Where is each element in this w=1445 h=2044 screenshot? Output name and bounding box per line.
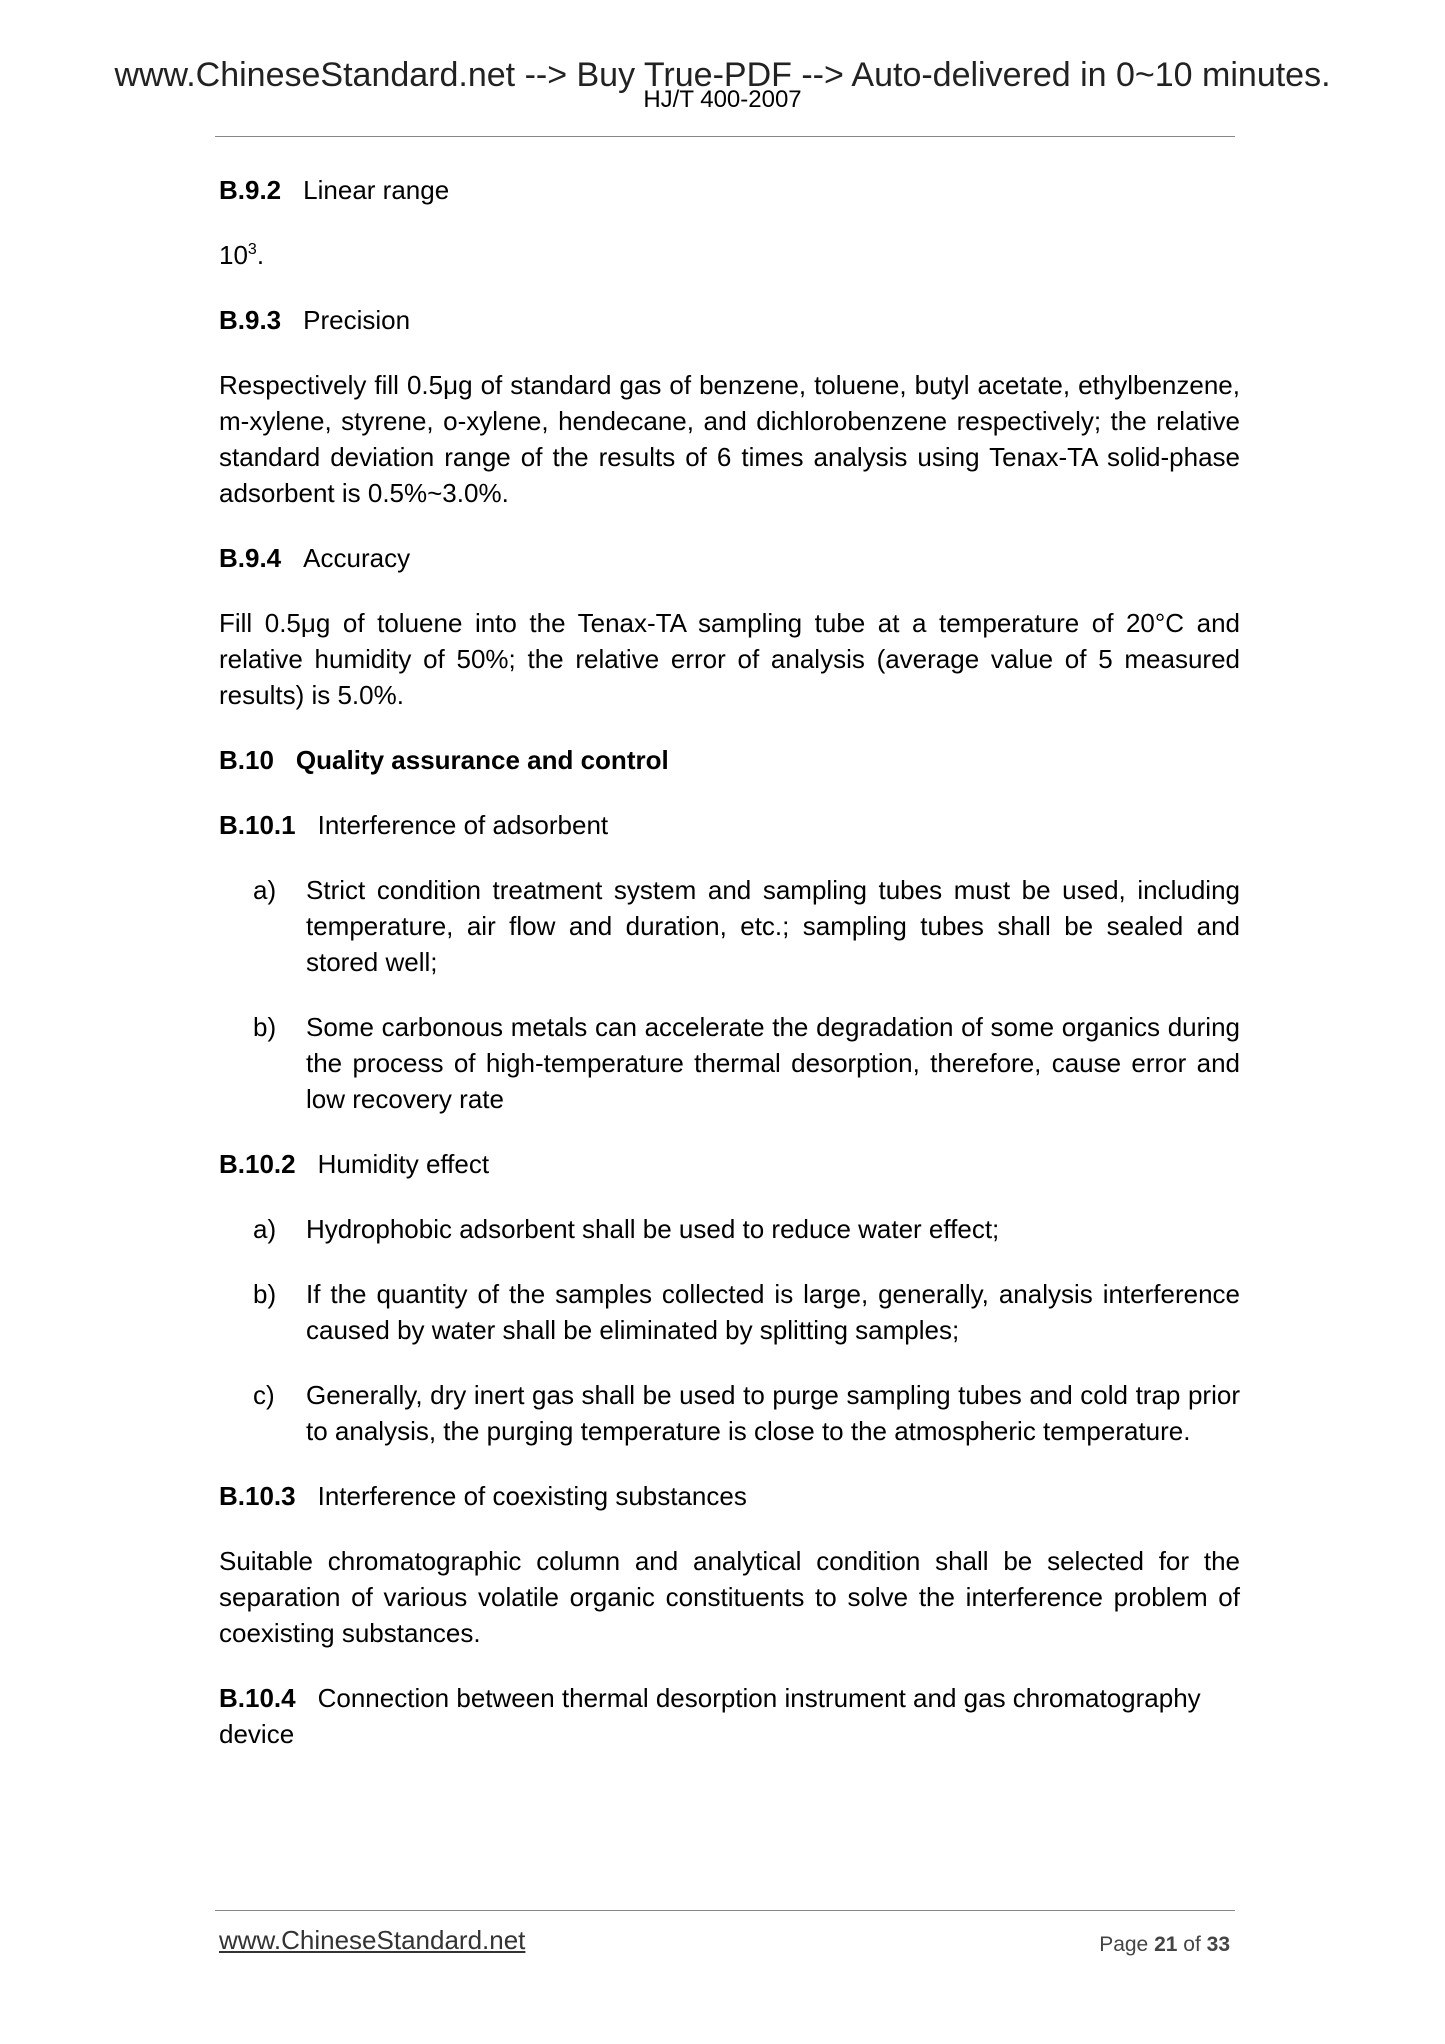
section-number: B.9.2 (219, 175, 282, 205)
section-number: B.10 (219, 745, 274, 775)
section-title: Precision (303, 305, 411, 335)
list-item (253, 1009, 1240, 1117)
heading-b104 (219, 1680, 1240, 1752)
coexisting-substances-paragraph: Suitable chromatographic column and analytical condition shall be selected for the separation of various volatile organic constituents to solve the interference problem of coexisting substances. (219, 1546, 1240, 1648)
list-marker: c) (253, 1380, 275, 1410)
list-item (253, 1211, 1240, 1247)
section-number: B.10.3 (219, 1481, 296, 1511)
section-title: Interference of coexisting substances (317, 1481, 747, 1511)
section-number: B.9.4 (219, 543, 282, 573)
list-marker: b) (253, 1012, 277, 1042)
list-text: Some carbonous metals can accelerate the degradation of some organics during the process of high-temperature thermal desorption, therefore, cause error and low recovery rate (306, 1012, 1240, 1114)
document-id: HJ/T 400-2007 (643, 86, 802, 113)
total-pages: 33 (1206, 1933, 1230, 1956)
list-item (253, 1276, 1240, 1348)
page-number: Page 21 of 33 (1099, 1933, 1230, 1956)
list-text: Hydrophobic adsorbent shall be used to reduce water effect; (306, 1214, 1000, 1244)
list-marker: b) (253, 1279, 277, 1309)
section-title: Linear range (303, 175, 450, 205)
list-item (253, 1377, 1240, 1449)
section-title: Humidity effect (317, 1149, 490, 1179)
section-title: Accuracy (303, 543, 411, 573)
heading-b10 (219, 742, 1240, 778)
list-marker: a) (253, 875, 277, 905)
section-number: B.10.2 (219, 1149, 296, 1179)
list-item (253, 872, 1240, 980)
heading-b92 (219, 172, 1240, 208)
page-content (219, 172, 1240, 1781)
list-marker: a) (253, 1214, 277, 1244)
current-page: 21 (1154, 1933, 1178, 1956)
list-text: If the quantity of the samples collected is large, generally, analysis interference caused by water shall be eliminated by splitting samples; (306, 1279, 1240, 1345)
site-banner: www.ChineseStandard.net --> Buy True-PDF --> Auto-delivered in 0~10 minutes. (114, 56, 1331, 94)
list-text: Strict condition treatment system and sampling tubes must be used, including temperature, air flow and duration, etc.; sampling tubes shall be sealed and stored well; (306, 875, 1240, 977)
section-number: B.9.3 (219, 305, 282, 335)
footer-site-link[interactable]: www.ChineseStandard.net (219, 1925, 526, 1955)
linear-range-value: $10^3$. (219, 240, 265, 270)
list-text: Generally, dry inert gas shall be used to purge sampling tubes and cold trap prior to analysis, the purging temperature is close to the atmospheric temperature. (306, 1380, 1240, 1446)
precision-paragraph: Respectively fill 0.5μg of standard gas of benzene, toluene, butyl acetate, ethylbenzene, m-xylene, styrene, o-xylene, hendecane, and dichlorobenzene respectively; the relative standard deviation range of the results of 6 times analysis using Tenax-TA solid-phase adsorbent is 0.5%~3.0%. (219, 370, 1240, 508)
heading-b94 (219, 540, 1240, 576)
header-divider (215, 136, 1235, 137)
section-title: Interference of adsorbent (317, 810, 609, 840)
section-number: B.10.4 (219, 1683, 296, 1713)
section-title: Connection between thermal desorption instrument and gas chromatography device (219, 1683, 1201, 1749)
footer-divider (215, 1910, 1235, 1911)
section-number: B.10.1 (219, 810, 296, 840)
section-title: Quality assurance and control (295, 745, 669, 775)
heading-b103 (219, 1478, 1240, 1514)
heading-b102 (219, 1146, 1240, 1182)
heading-b101 (219, 807, 1240, 843)
accuracy-paragraph: Fill 0.5μg of toluene into the Tenax-TA sampling tube at a temperature of 20°C and relative humidity of 50%; the relative error of analysis (average value of 5 measured results) is 5.0%. (219, 608, 1240, 710)
heading-b93 (219, 302, 1240, 338)
